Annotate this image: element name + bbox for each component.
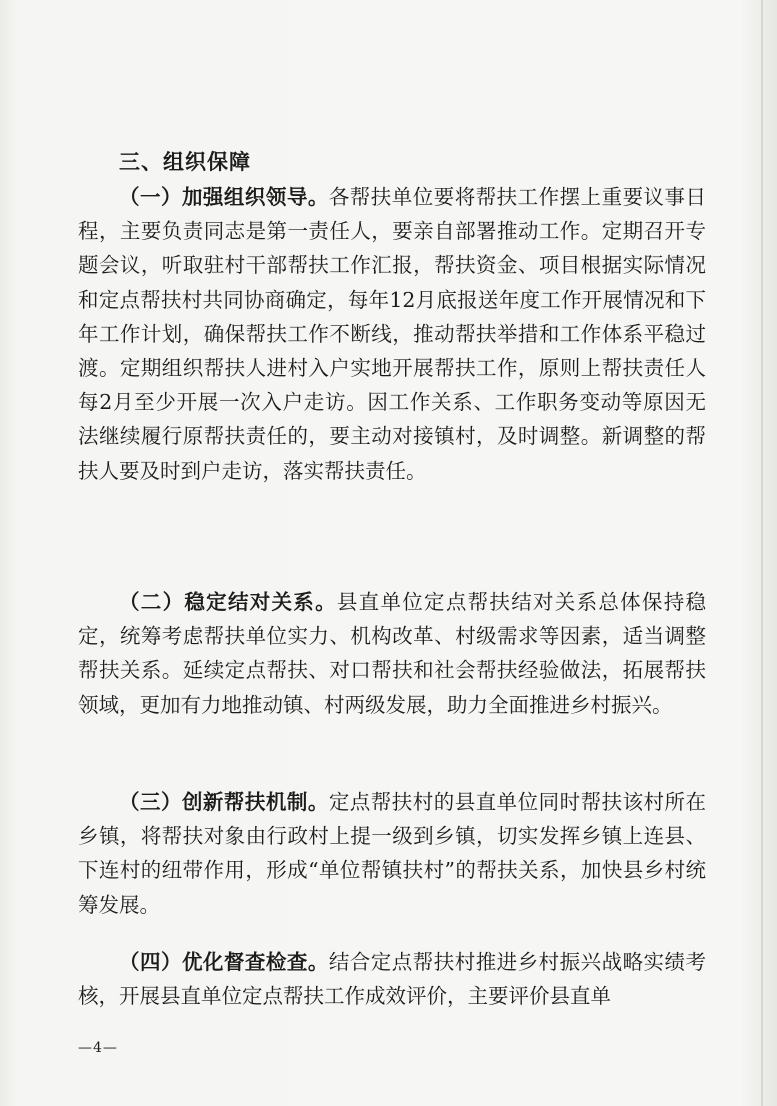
paragraph-4 (78, 945, 706, 1013)
paragraph-4-body: 结合定点帮扶村推进乡村振兴战略实绩考核，开展县直单位定点帮扶工作成效评价，主要评价县直单 (78, 950, 707, 1009)
paragraph-3-body: 定点帮扶村的县直单位同时帮扶该村所在乡镇，将帮扶对象由行政村上提一级到乡镇，切实发挥乡镇上连县、下连村的纽带作用，形成“单位帮镇扶村”的帮扶关系，加快县乡村统筹发展。 (78, 790, 707, 917)
paragraph-1-heading: （一）加强组织领导。 (119, 185, 329, 209)
paragraph-4-heading: （四）优化督查检查。 (119, 950, 329, 974)
section-heading: 三、组织保障 (119, 150, 251, 174)
paragraph-1 (78, 180, 706, 488)
paragraph-2-heading: （二）稳定结对关系。 (119, 590, 337, 614)
page-number: —4— (78, 1040, 118, 1056)
paragraph-2-body: 县直单位定点帮扶结对关系总体保持稳定，统筹考虑帮扶单位实力、机构改革、村级需求等因素，适当调整帮扶关系。延续定点帮扶、对口帮扶和社会帮扶经验做法，拓展帮扶领域，更加有力地推动镇、村两级发展，助力全面推进乡村振兴。 (78, 590, 707, 717)
paragraph-3 (78, 785, 706, 922)
page-edge (761, 0, 763, 1106)
paragraph-2 (78, 585, 706, 722)
paragraph-3-heading: （三）创新帮扶机制。 (119, 790, 329, 814)
paragraph-1-body: 各帮扶单位要将帮扶工作摆上重要议事日程，主要负责同志是第一责任人，要亲自部署推动工作。定期召开专题会议，听取驻村干部帮扶工作汇报，帮扶资金、项目根据实际情况和定点帮扶村共同协商确定，每年12月底报送年度工作开展情况和下年工作计划，确保帮扶工作不断线，推动帮扶举措和工作体系平稳过渡。定期组织帮扶人进村入户实地开展帮扶工作，原则上帮扶责任人每2月至少开展一次入户走访。因工作关系、工作职务变动等原因无法继续履行原帮扶责任的，要主动对接镇村，及时调整。新调整的帮扶人要及时到户走访，落实帮扶责任。 (78, 185, 707, 483)
